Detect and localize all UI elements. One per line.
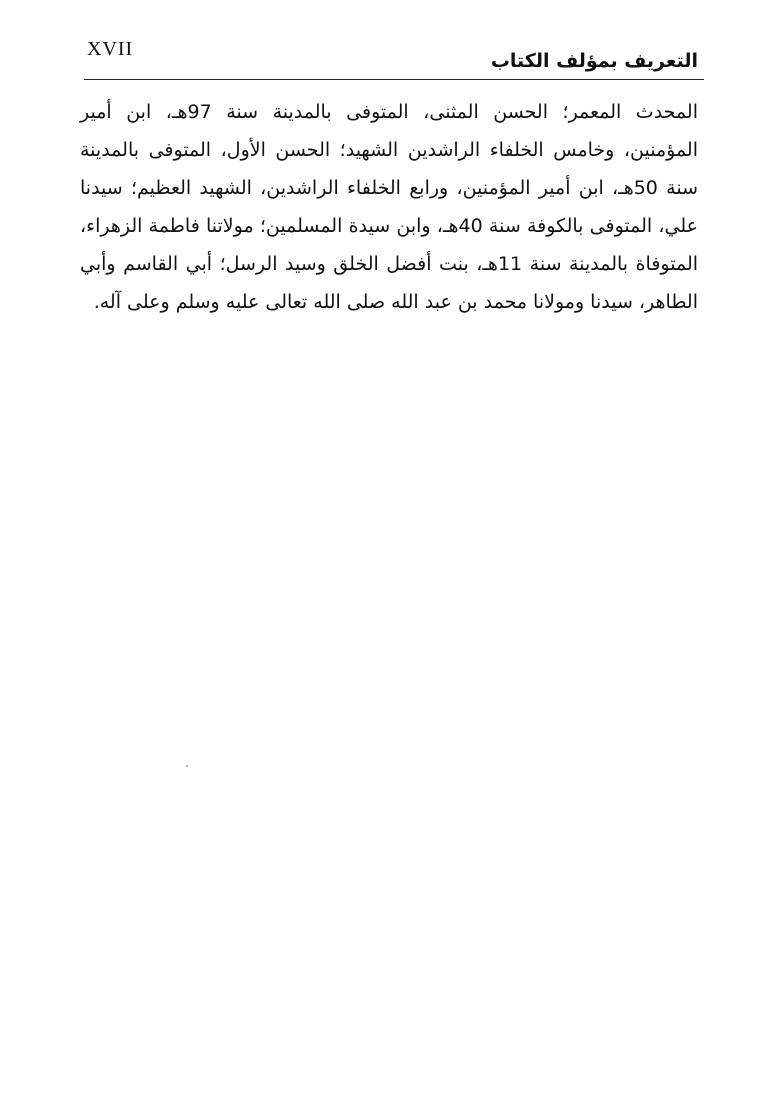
scan-speck (186, 765, 188, 767)
page-number: XVII (87, 38, 134, 60)
running-header-title: التعريف بمؤلف الكتاب (490, 50, 698, 72)
body-paragraph: المحدث المعمر؛ الحسن المثنى، المتوفى بالمدينة سنة 97هـ، ابن أمير المؤمنين، وخامس الخلفاء الراشدين الشهيد؛ الحسن الأول، المتوفى بالمدينة سنة 50هـ، ابن أمير المؤمنين، ورابع الخلفاء الراشدين، الشهيد العظيم؛ سيدنا علي، المتوفى بالكوفة سنة 40هـ، وابن سيدة المسلمين؛ مولاتنا فاطمة الزهراء، المتوفاة بالمدينة سنة 11هـ، بنت أفضل الخلق وسيد الرسل؛ أبي القاسم وأبي الطاهر، سيدنا ومولانا محمد بن عبد الله صلى الله تعالى عليه وسلم وعلى آله. (80, 101, 699, 313)
header-divider (84, 79, 704, 80)
